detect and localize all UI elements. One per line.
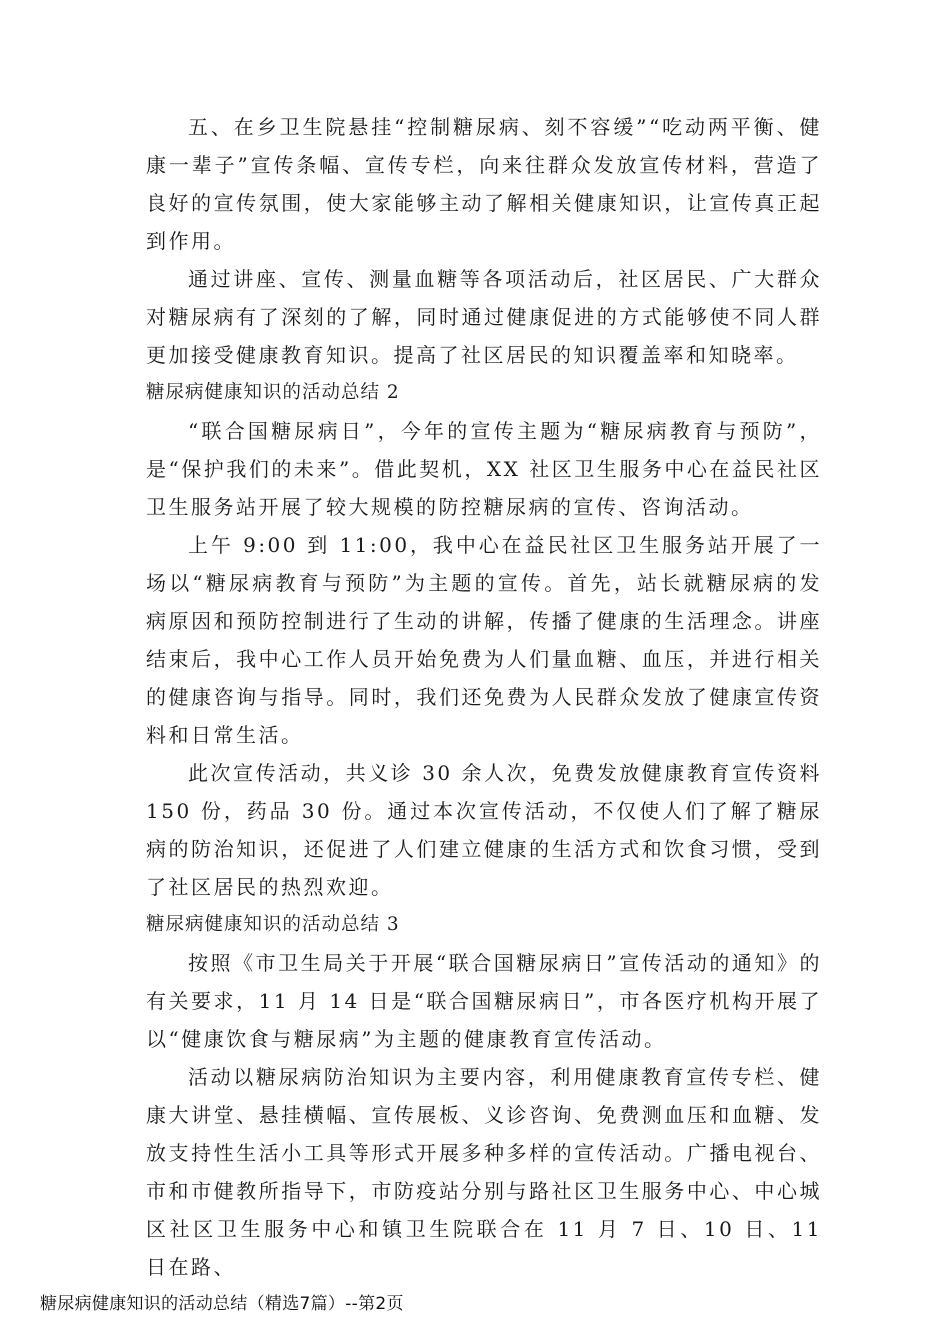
body-paragraph: 五、在乡卫生院悬挂“控制糖尿病、刻不容缓”“吃动两平衡、健康一辈子”宣传条幅、宣传专栏，向来往群众发放宣传材料，营造了良好的宣传氛围，使大家能够主动了解相关健康知识，让宣传真正起到作用。 [146,115,822,253]
body-paragraph: 上午 9:00 到 11:00，我中心在益民社区卫生服务站开展了一场以“糖尿病教育与预防”为主题的宣传。首先，站长就糖尿病的发病原因和预防控制进行了生动的讲解，传播了健康的生活理念。讲座结束后，我中心工作人员开始免费为人们量血糖、血压，并进行相关的健康咨询与指导。同时，我们还免费为人民群众发放了健康宣传资料和日常生活。 [146,533,822,747]
body-paragraph: 按照《市卫生局关于开展“联合国糖尿病日”宣传活动的通知》的有关要求，11 月 14 日是“联合国糖尿病日”，市各医疗机构开展了以“健康饮食与糖尿病”为主题的健康教育宣传活动。 [146,951,822,1051]
page-footer: 糖尿病健康知识的活动总结（精选7篇）--第2页 [40,1294,404,1314]
body-paragraph: “联合国糖尿病日”，今年的宣传主题为“糖尿病教育与预防”，是“保护我们的未来”。借此契机，XX 社区卫生服务中心在益民社区卫生服务站开展了较大规模的防控糖尿病的宣传、咨询活动。 [146,419,822,519]
body-paragraph: 通过讲座、宣传、测量血糖等各项活动后，社区居民、广大群众对糖尿病有了深刻的了解，同时通过健康促进的方式能够使不同人群更加接受健康教育知识。提高了社区居民的知识覆盖率和知晓率。 [146,267,822,367]
body-paragraph: 此次宣传活动，共义诊 30 余人次，免费发放健康教育宣传资料 150 份，药品 30 份。通过本次宣传活动，不仅使人们了解了糖尿病的防治知识，还促进了人们建立健康的生活方式和饮食习惯，受到了社区居民的热烈欢迎。 [146,761,822,899]
document-body [146,108,822,1286]
section-heading: 糖尿病健康知识的活动总结 2 [146,382,400,403]
section-heading: 糖尿病健康知识的活动总结 3 [146,914,400,935]
body-paragraph: 活动以糖尿病防治知识为主要内容，利用健康教育宣传专栏、健康大讲堂、悬挂横幅、宣传展板、义诊咨询、免费测血压和血糖、发放支持性生活小工具等形式开展多种多样的宣传活动。广播电视台、市和市健教所指导下，市防疫站分别与路社区卫生服务中心、中心城区社区卫生服务中心和镇卫生院联合在 11 月 7 日、10 日、11 日在路、 [146,1065,822,1279]
